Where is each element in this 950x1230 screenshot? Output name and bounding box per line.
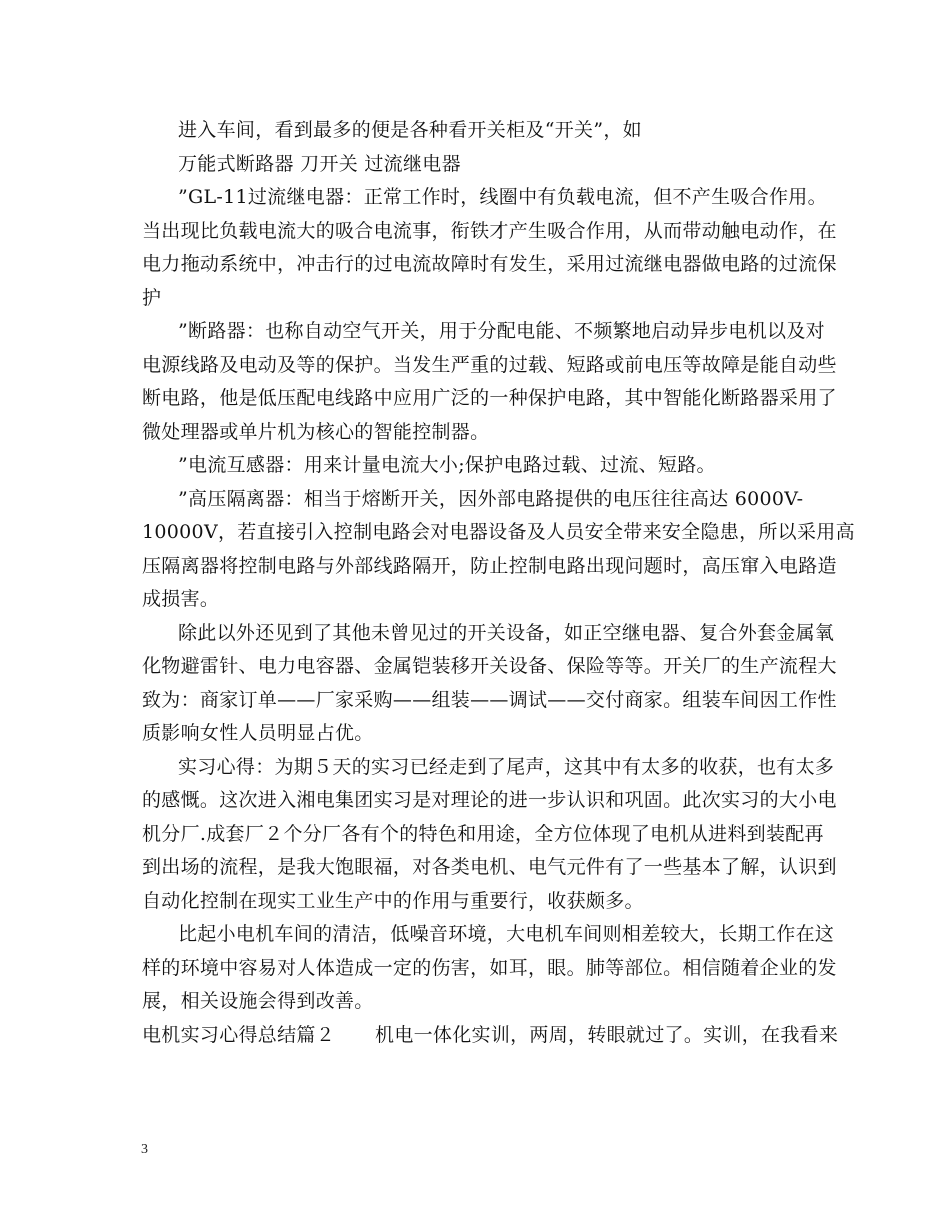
text-line: 质影响女性人员明显占优。 (142, 722, 374, 744)
text-line: 比起小电机车间的清洁，低噪音环境，大电机车间则相差较大，长期工作在这 (178, 923, 835, 945)
text-line: ”电流互感器：用来计量电流大小;保护电路过载、过流、短路。 (178, 454, 716, 476)
text-line: 进入车间，看到最多的便是各种看开关柜及“开关”，如 (178, 119, 642, 141)
text-line: ”GL-11过流继电器：正常工作时，线圈中有负载电流，但不产生吸合作用。 (178, 186, 827, 208)
document-body (142, 114, 855, 1052)
text-line: 的感慨。这次进入湘电集团实习是对理论的进一步认识和巩固。此次实习的大小电 (142, 789, 837, 811)
text-line: 成损害。 (142, 588, 220, 610)
section-intro-text: 机电一体化实训，两周，转眼就过了。实训，在我看来 (375, 1023, 839, 1046)
text-line: 到出场的流程，是我大饱眼福，对各类电机、电气元件有了一些基本了解，认识到 (142, 856, 837, 878)
text-line: 万能式断路器 刀开关 过流继电器 (178, 152, 461, 175)
text-line: 断电路，他是低压配电线路中应用广泛的一种保护电路，其中智能化断路器采用了 (142, 387, 837, 409)
text-line: ”断路器：也称自动空气开关，用于分配电能、不频繁地启动异步电机以及对 (178, 320, 825, 342)
text-line: 致为：商家订单——厂家采购——组装——调试——交付商家。组装车间因工作性 (142, 688, 837, 711)
text-line: 10000V，若直接引入控制电路会对电器设备及人员安全带来安全隐患，所以采用高 (142, 521, 855, 543)
text-line: 机分厂.成套厂２个分厂各有个的特色和用途，全方位体现了电机从进料到装配再 (142, 822, 824, 845)
text-line: 展，相关设施会得到改善。 (142, 990, 374, 1012)
page-number: 3 (141, 1142, 148, 1157)
text-line: 化物避雷针、电力电容器、金属铠装移开关设备、保险等等。开关厂的生产流程大 (142, 655, 837, 677)
text-line: 电力拖动系统中，冲击行的过电流故障时有发生，采用过流继电器做电路的过流保 (142, 253, 837, 275)
text-line: 电源线路及电动及等的保护。当发生严重的过载、短路或前电压等故障是能自动些 (142, 353, 837, 376)
text-line: 自动化控制在现实工业生产中的作用与重要行，收获颇多。 (142, 889, 644, 912)
text-line: 压隔离器将控制电路与外部线路隔开，防止控制电路出现问题时，高压窜入电路造 (142, 554, 837, 577)
text-line: 护 (142, 286, 162, 309)
text-line: 当出现比负载电流大的吸合电流事，衔铁才产生吸合作用，从而带动触电动作，在 (142, 219, 837, 242)
section-heading: 电机实习心得总结篇２ (142, 1023, 336, 1046)
text-line: 样的环境中容易对人体造成一定的伤害，如耳，眼。肺等部位。相信随着企业的发 (142, 956, 837, 979)
text-line: ”高压隔离器：相当于熔断开关，因外部电路提供的电压往往高达 6000V- (178, 487, 804, 510)
text-line: 实习心得：为期５天的实习已经走到了尾声，这其中有太多的收获，也有太多 (178, 755, 835, 778)
section-heading-line (142, 1019, 839, 1053)
text-line: 微处理器或单片机为核心的智能控制器。 (142, 420, 490, 443)
text-line: 除此以外还见到了其他未曾见过的开关设备，如正空继电器、复合外套金属氧 (178, 621, 835, 644)
